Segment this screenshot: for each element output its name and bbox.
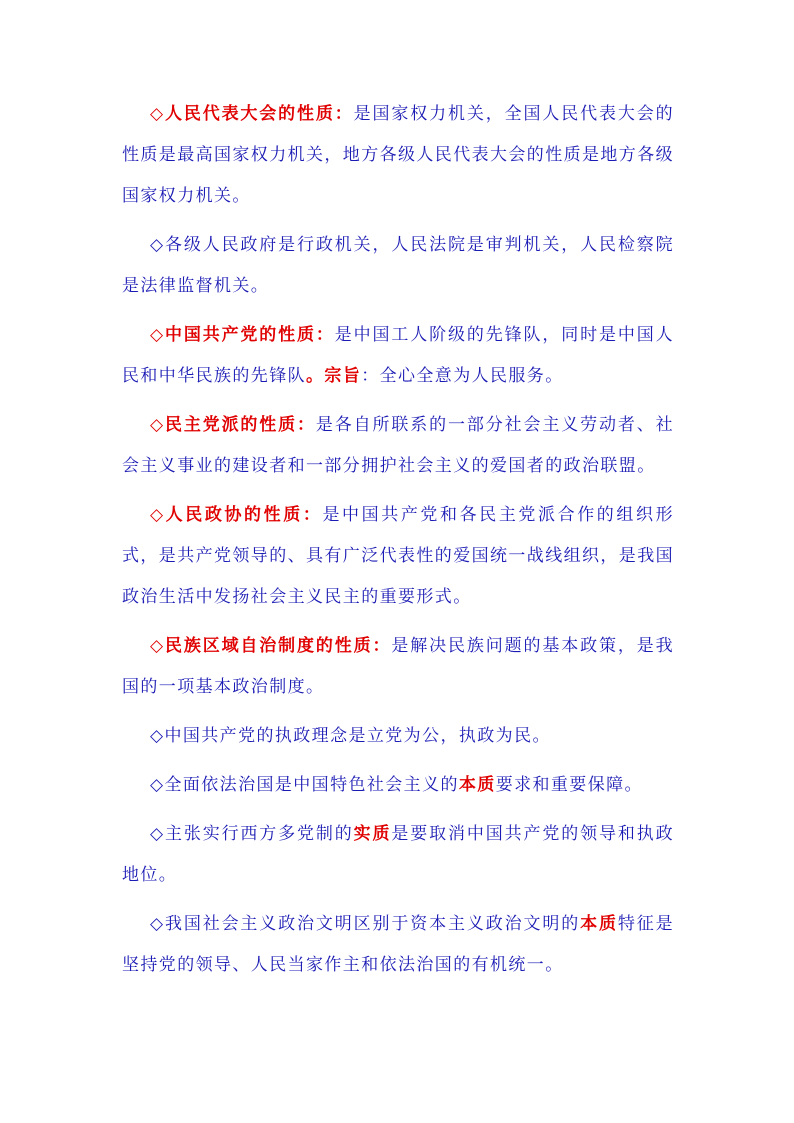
diamond-bullet-icon: ◇ [150,104,165,124]
highlighted-term: 本质 [458,775,496,795]
diamond-bullet-icon: ◇ [150,775,165,795]
paragraph [122,716,674,757]
paragraph [122,94,674,217]
paragraph [122,814,674,896]
body-text: 是要取消中国共产党的领导和执政地位。 [122,824,675,885]
diamond-bullet-icon: ◇ [150,505,166,525]
paragraph [122,904,674,986]
highlighted-term: 。宗旨 [306,366,362,386]
diamond-bullet-icon: ◇ [150,914,165,934]
body-text: 要求和重要保障。 [495,775,643,795]
paragraph [122,405,674,487]
paragraph [122,495,674,618]
body-text: 特征是坚持党的领导、人民当家作主和依法治国的有机统一。 [122,914,674,975]
diamond-bullet-icon: ◇ [150,415,165,435]
body-text: 是中国工人阶级的先锋队，同时是中国人民和中华民族的先锋队 [122,325,674,386]
highlighted-term: 实质 [353,824,392,844]
body-text: 主张实行西方多党制的 [164,824,354,844]
body-text: ：全心全意为人民服务。 [361,366,564,386]
diamond-bullet-icon: ◇ [150,726,165,746]
paragraph [122,765,674,806]
diamond-bullet-icon: ◇ [150,235,165,255]
body-text: 全面依法治国是中国特色社会主义的 [164,775,459,795]
body-text: 各级人民政府是行政机关，人民法院是审判机关，人民检察院是法律监督机关。 [122,235,674,296]
body-text: 我国社会主义政治文明区别于资本主义政治文明的 [164,914,581,934]
highlighted-term: 中国共产党的性质： [164,325,335,345]
highlighted-term: 人民政协的性质： [165,505,323,525]
paragraph [122,225,674,307]
body-text: 中国共产党的执政理念是立党为公，执政为民。 [164,726,551,746]
highlighted-term: 民主党派的性质： [164,415,316,435]
diamond-bullet-icon: ◇ [150,824,165,844]
body-text: 是中国共产党和各民主党派合作的组织形式，是共产党领导的、具有广泛代表性的爱国统一战线组织，是我国政治生活中发扬社会主义民主的重要形式。 [122,505,674,607]
highlighted-term: 本质 [580,914,618,934]
body-text: 是国家权力机关，全国人民代表大会的性质是最高国家权力机关，地方各级人民代表大会的性质是地方各级国家权力机关。 [122,104,674,206]
diamond-bullet-icon: ◇ [150,636,165,656]
paragraph [122,626,674,708]
paragraph [122,315,674,397]
document-page [122,94,674,994]
body-text: 是各自所联系的一部分社会主义劳动者、社会主义事业的建设者和一部分拥护社会主义的爱国者的政治联盟。 [122,415,674,476]
highlighted-term: 民族区域自治制度的性质： [164,636,392,656]
body-text: 是解决民族问题的基本政策，是我国的一项基本政治制度。 [122,636,674,697]
diamond-bullet-icon: ◇ [150,325,165,345]
highlighted-term: 人民代表大会的性质： [164,104,354,124]
